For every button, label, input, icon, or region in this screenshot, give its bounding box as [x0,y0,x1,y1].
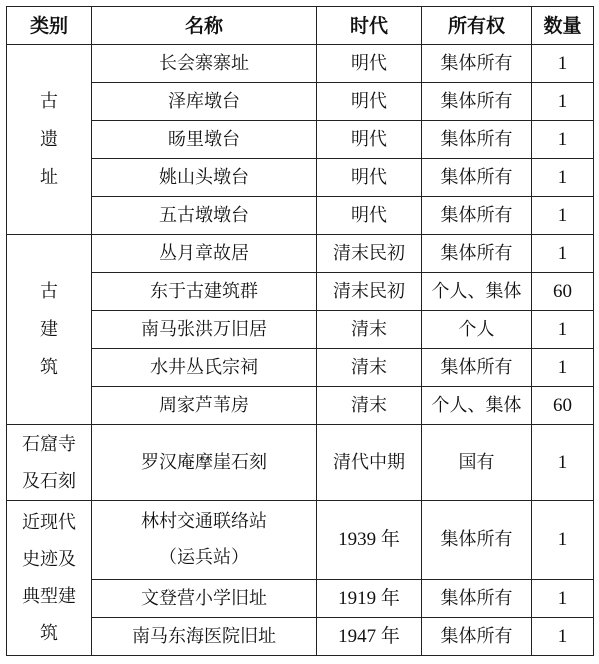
ownership-cell: 集体所有 [422,83,532,121]
quantity-cell: 1 [532,349,594,387]
quantity-cell: 1 [532,311,594,349]
table-row [7,45,594,83]
name-cell: 南马张洪万旧居 [92,311,317,349]
ownership-cell: 集体所有 [422,121,532,159]
name-cell: 罗汉庵摩崖石刻 [92,425,317,501]
table-row [7,311,594,349]
era-cell: 清末民初 [317,273,422,311]
quantity-cell: 1 [532,580,594,618]
category-cell [7,45,92,235]
table-row [7,387,594,425]
era-cell: 明代 [317,83,422,121]
era-cell: 明代 [317,121,422,159]
quantity-cell: 1 [532,501,594,580]
ownership-cell: 集体所有 [422,501,532,580]
header-era: 时代 [317,7,422,45]
quantity-cell: 1 [532,235,594,273]
header-quantity: 数量 [532,7,594,45]
heritage-table [6,6,594,656]
table-row [7,83,594,121]
quantity-cell: 1 [532,197,594,235]
category-label: 古建筑 [40,280,58,378]
category-label: 古遗址 [40,90,58,188]
header-category: 类别 [7,7,92,45]
ownership-cell: 集体所有 [422,580,532,618]
ownership-cell: 集体所有 [422,349,532,387]
name-cell: 文登营小学旧址 [92,580,317,618]
era-cell: 1939 年 [317,501,422,580]
name-cell: 姚山头墩台 [92,159,317,197]
era-cell: 清末 [317,349,422,387]
name-cell: 水井丛氏宗祠 [92,349,317,387]
era-cell: 1947 年 [317,618,422,656]
category-cell [7,501,92,656]
quantity-cell: 1 [532,618,594,656]
name-cell: 旸里墩台 [92,121,317,159]
category-cell [7,425,92,501]
header-name: 名称 [92,7,317,45]
ownership-cell: 集体所有 [422,197,532,235]
era-cell: 清末 [317,311,422,349]
era-cell: 明代 [317,159,422,197]
name-cell [92,501,317,580]
ownership-cell: 集体所有 [422,45,532,83]
ownership-cell: 集体所有 [422,618,532,656]
quantity-cell: 1 [532,83,594,121]
quantity-cell: 1 [532,425,594,501]
table-row [7,580,594,618]
quantity-cell: 1 [532,159,594,197]
name-line-1: 林村交通联络站 [141,511,267,532]
era-cell: 1919 年 [317,580,422,618]
name-cell: 长会寨寨址 [92,45,317,83]
category-label: 石窟寺及石刻 [21,433,76,492]
era-cell: 明代 [317,197,422,235]
name-line-2: （运兵站） [159,547,249,568]
table-row [7,197,594,235]
category-label: 近现代史迹及典型建筑 [21,512,76,644]
header-row [7,7,594,45]
table-row [7,618,594,656]
era-cell: 清代中期 [317,425,422,501]
table-row [7,425,594,501]
name-cell: 丛月章故居 [92,235,317,273]
ownership-cell: 集体所有 [422,159,532,197]
table-row [7,121,594,159]
category-cell [7,235,92,425]
table-row [7,235,594,273]
name-cell: 泽库墩台 [92,83,317,121]
era-cell: 明代 [317,45,422,83]
name-cell: 南马东海医院旧址 [92,618,317,656]
quantity-cell: 1 [532,45,594,83]
era-cell: 清末 [317,387,422,425]
name-cell: 五古墩墩台 [92,197,317,235]
ownership-cell: 个人 [422,311,532,349]
quantity-cell: 1 [532,121,594,159]
ownership-cell: 个人、集体 [422,387,532,425]
table-row [7,273,594,311]
table-row [7,501,594,580]
ownership-cell: 国有 [422,425,532,501]
era-cell: 清末民初 [317,235,422,273]
table-row [7,159,594,197]
name-cell: 周家芦苇房 [92,387,317,425]
header-ownership: 所有权 [422,7,532,45]
quantity-cell: 60 [532,387,594,425]
table-row [7,349,594,387]
quantity-cell: 60 [532,273,594,311]
name-cell: 东于古建筑群 [92,273,317,311]
ownership-cell: 集体所有 [422,235,532,273]
ownership-cell: 个人、集体 [422,273,532,311]
